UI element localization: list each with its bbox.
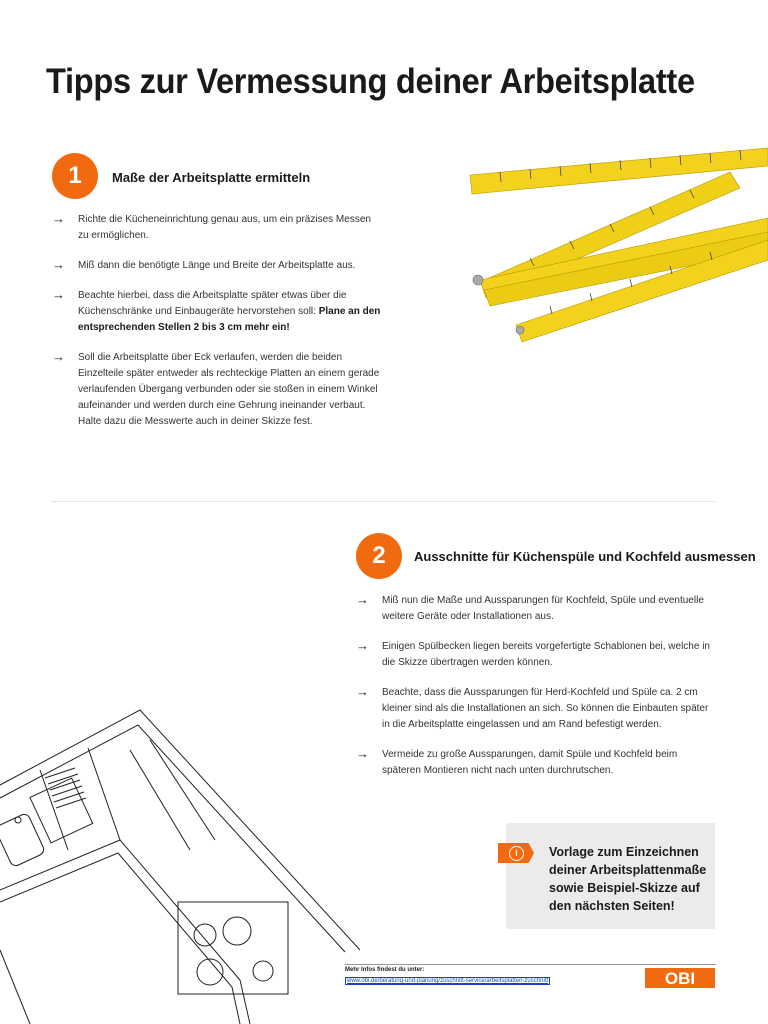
obi-logo-text: OBI [664, 969, 696, 988]
step-2-number: 2 [372, 542, 386, 569]
info-box-text: Vorlage zum Einzeichnen deiner Arbeitsplattenmaße sowie Beispiel-Skizze auf den nächsten Seiten! [549, 845, 707, 913]
arrow-icon: → [52, 211, 65, 226]
page-title: Tipps zur Vermessung deiner Arbeitsplatte [46, 62, 695, 101]
info-icon: i [509, 846, 524, 861]
section-1-heading: Maße der Arbeitsplatte ermitteln [112, 170, 311, 185]
list-item: → Soll die Arbeitsplatte über Eck verlaufen, werden die beiden Einzelteile später entweder als rechteckige Platten an einem gerade verlaufenden Übergang verbunden oder sie stoßen in einem Winkel aufeinander und werden durch eine Gehrung ineinander verbaut. Halte dazu die Messwerte auch in deiner Skizze fest. [52, 349, 380, 427]
list-item: → Miß dann die benötigte Länge und Breite der Arbeitsplatte aus. [52, 257, 356, 272]
arrow-icon: → [356, 592, 369, 607]
footer-rule [345, 964, 716, 965]
list-item: → Miß nun die Maße und Aussparungen für Kochfeld, Spüle und eventuelle weitere Geräte oder Installationen aus. [356, 592, 704, 622]
arrow-icon: → [52, 349, 65, 364]
arrow-icon: → [356, 684, 369, 699]
step-2-badge [356, 533, 402, 579]
list-item: → Vermeide zu große Aussparungen, damit Spüle und Kochfeld beim späteren Montieren nicht nach unten durchrutschen. [356, 746, 678, 776]
list-item: → Einigen Spülbecken liegen bereits vorgefertigte Schablonen bei, welche in die Skizze übertragen werden können. [356, 638, 710, 668]
obi-logo [645, 968, 715, 988]
step-1-badge [52, 153, 98, 199]
list-item: → Beachte, dass die Aussparungen für Herd-Kochfeld und Spüle ca. 2 cm kleiner sind als die Installationen an sich. So können die Einbauten später in die Arbeitsplatte eingelassen und am Rand befestigt werden. [356, 684, 709, 730]
section-2-list [356, 593, 716, 793]
section-2-heading: Ausschnitte für Küchenspüle und Kochfeld ausmessen [414, 549, 756, 564]
list-item: → Richte die Kücheneinrichtung genau aus, um ein präzises Messen zu ermöglichen. [52, 211, 371, 241]
kitchen-sketch-image [0, 690, 360, 1024]
section-1-list [52, 212, 382, 444]
list-item: → Beachte hierbei, dass die Arbeitsplatte später etwas über die Küchenschränke und Einbaugeräte hervorstehen soll: Plane an den entsprechenden Stellen 2 bis 3 cm mehr ein! [52, 287, 381, 333]
footer-link[interactable]: www.obi.de/beratung-und-planung/zuschnitt-service/arbeitsplatten-zuschnitt [347, 978, 549, 984]
arrow-icon: → [356, 746, 369, 761]
step-1-number: 1 [68, 162, 82, 189]
folding-ruler-image [440, 120, 768, 360]
arrow-icon: → [52, 287, 65, 302]
section-divider [52, 501, 716, 502]
arrow-icon: → [52, 257, 65, 272]
footer-label: Mehr Infos findest du unter: [345, 967, 425, 973]
arrow-icon: → [356, 638, 369, 653]
